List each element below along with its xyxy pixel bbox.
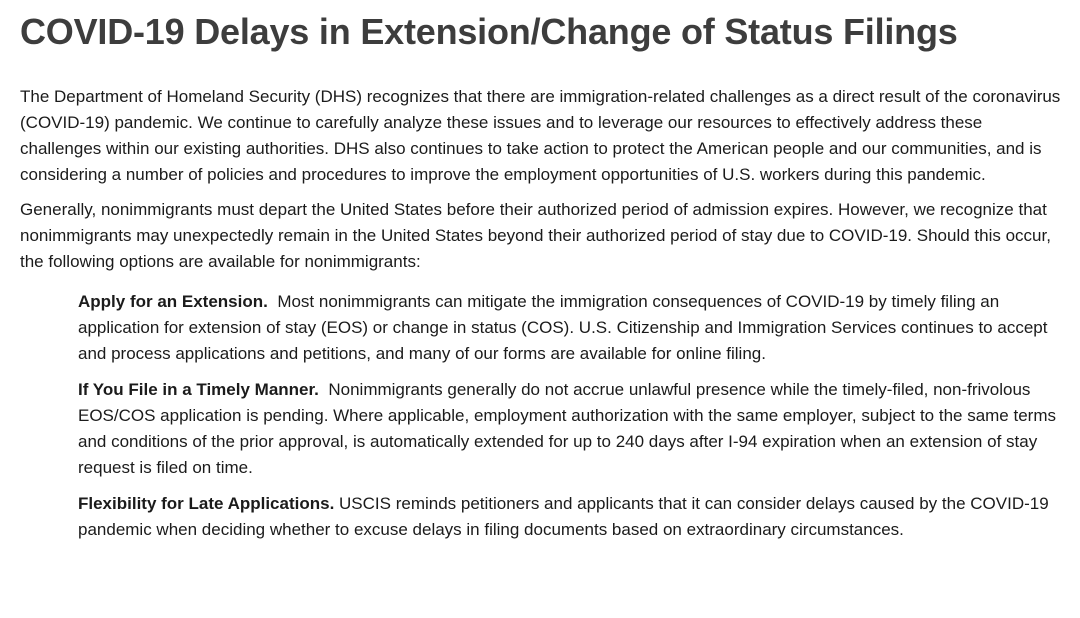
option-text: USCIS reminds petitioners and applicants that it can consider delays caused by the COVID-19 pandemic when deciding whether to excuse delays in filing documents based on extraordinary circumstances. [78, 494, 1049, 539]
option-timely-filing [78, 377, 1066, 481]
option-heading: Flexibility for Late Applications. [78, 494, 335, 513]
page-title: COVID-19 Delays in Extension/Change of Status Filings [20, 11, 958, 52]
option-heading: If You File in a Timely Manner. [78, 380, 319, 399]
intro-paragraph-dhs: The Department of Homeland Security (DHS) recognizes that there are immigration-related challenges as a direct result of the coronavirus (COVID-19) pandemic. We continue to carefully analyze these issues and to leverage our resources to effectively address these challenges within our existing authorities. DHS also continues to take action to protect the American people and our communities, and is considering a number of policies and procedures to improve the employment opportunities of U.S. workers during this pandemic. [20, 87, 1061, 184]
option-apply-extension [78, 289, 1066, 367]
option-text: Most nonimmigrants can mitigate the immigration consequences of COVID-19 by timely filing an application for extension of stay (EOS) or change in status (COS). U.S. Citizenship and Immigration Services continues to accept and process applications and petitions, and many of our forms are available for online filing. [78, 292, 1048, 363]
option-late-applications [78, 491, 1066, 543]
option-heading: Apply for an Extension. [78, 292, 268, 311]
option-text: Nonimmigrants generally do not accrue unlawful presence while the timely-filed, non-frivolous EOS/COS application is pending. Where applicable, employment authorization with the same employer, subject to the same terms and conditions of the prior approval, is automatically extended for up to 240 days after I-94 expiration when an extension of stay request is filed on time. [78, 380, 1056, 477]
intro-paragraph-nonimmigrants: Generally, nonimmigrants must depart the United States before their authorized period of admission expires. However, we recognize that nonimmigrants may unexpectedly remain in the United States beyond their authorized period of stay due to COVID-19. Should this occur, the following options are available for nonimmigrants: [20, 200, 1051, 271]
